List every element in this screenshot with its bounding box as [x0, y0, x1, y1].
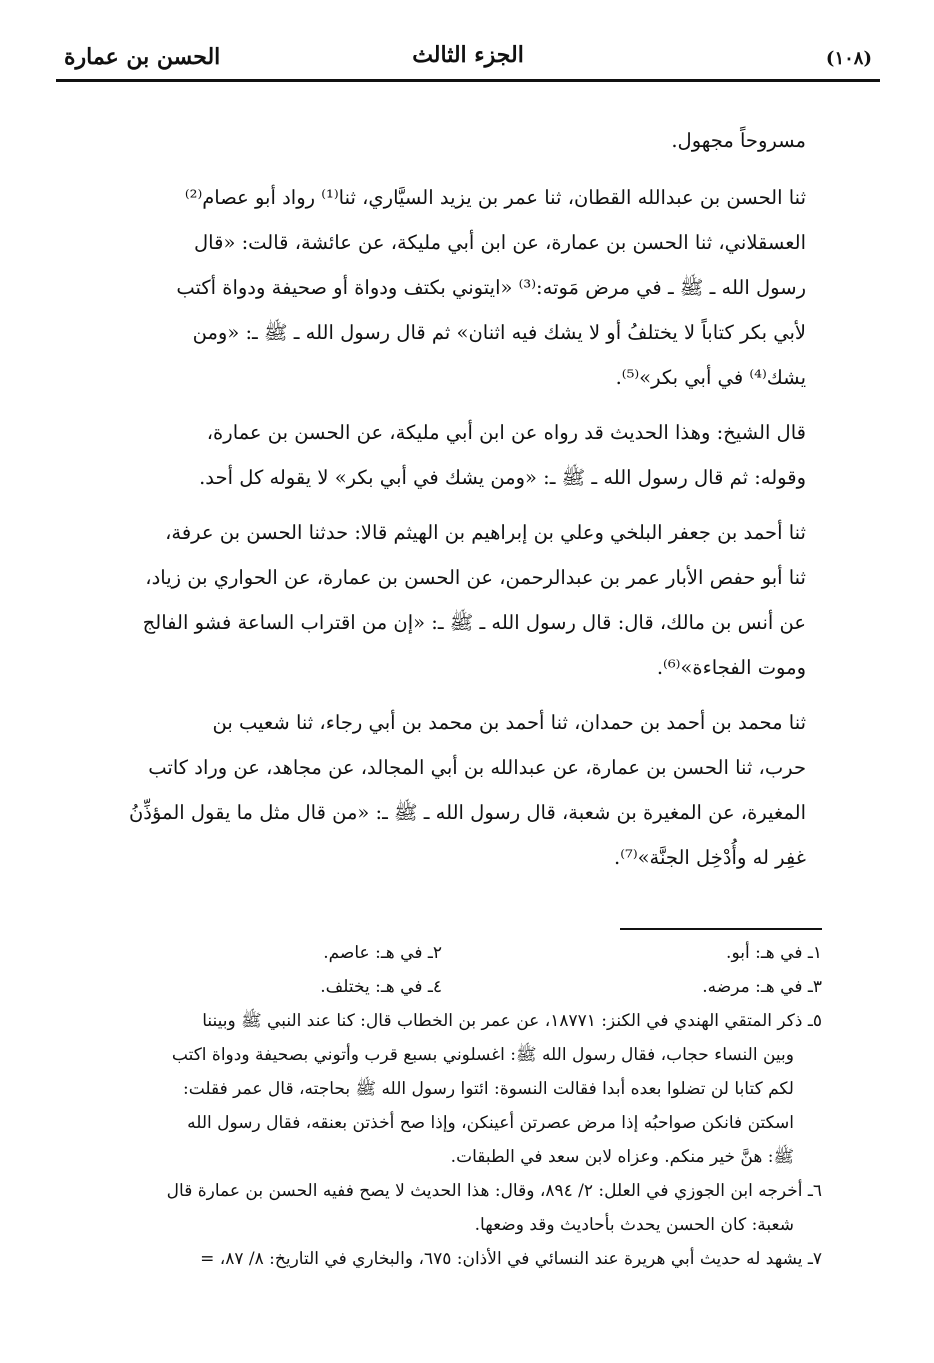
footnote-line: ٥ـ ذكر المتقي الهندي في الكنز: ١٨٧٧١، عن عمر بن الخطاب قال: كنا عند النبي ﷺ وبيننا	[202, 1011, 822, 1031]
text-line: حرب، ثنا الحسن بن عمارة، عن عبدالله بن أبي المجالد، عن مجاهد، عن وراد كاتب	[148, 756, 806, 779]
footnotes	[62, 936, 822, 1276]
text-line: غفِر له وأُدْخِل الجنَّة»⁽⁷⁾.	[614, 846, 806, 869]
footnote-4: ٤ـ في هـ: يختلف.	[320, 977, 442, 997]
text-line: ثنا الحسن بن عبدالله القطان، ثنا عمر بن يزيد السيَّاري، ثنا⁽¹⁾ رواد أبو عصام⁽²⁾	[184, 186, 806, 209]
footnote-line: ٦ـ أخرجه ابن الجوزي في العلل: ٢/ ٨٩٤، وقال: هذا الحديث لا يصح ففيه الحسن بن عمارة قال	[166, 1181, 822, 1201]
paragraph	[100, 510, 806, 690]
footnote-line: ﷺ: هنَّ خير منكم. وعزاه لابن سعد في الطبقات.	[450, 1147, 794, 1167]
footnote-6	[62, 1174, 822, 1242]
footnote-2: ٢ـ في هـ: عاصم.	[323, 943, 442, 963]
text-line: رسول الله ـ ﷺ ـ في مرض مَوته:⁽³⁾ «ايتوني بكتف ودواة أو صحيفة ودواة أكتب	[176, 276, 806, 299]
text-line: مسروحاً مجهول.	[671, 129, 806, 152]
footnote-1: ١ـ في هـ: أبو.	[726, 943, 822, 963]
footnote-line: شعبة: كان الحسن يحدث بأحاديث وقد وضعها.	[474, 1215, 794, 1235]
paragraph	[100, 118, 806, 163]
text-line: لأبي بكر كتاباً لا يختلفُ أو لا يشك فيه اثنان» ثم قال رسول الله ـ ﷺ ـ: «ومن	[192, 321, 806, 344]
header-rule	[56, 79, 880, 82]
text-line: وموت الفجاءة»⁽⁶⁾.	[656, 656, 806, 679]
text-line: يشك⁽⁴⁾ في أبي بكر»⁽⁵⁾.	[615, 366, 806, 389]
footnote-line: وبين النساء حجاب، فقال رسول الله ﷺ: اغسلوني بسبع قرب وأتوني بصحيفة ودواة اكتب	[171, 1045, 794, 1065]
entry-title: الحسن بن عمارة	[64, 44, 221, 70]
text-line: ثنا محمد بن أحمد بن حمدان، ثنا أحمد بن محمد بن أبي رجاء، ثنا شعيب بن	[212, 711, 806, 734]
text-line: المغيرة، عن المغيرة بن شعبة، قال رسول الله ـ ﷺ ـ: «من قال مثل ما يقول المؤذِّنُ	[128, 801, 806, 824]
paragraph	[100, 175, 806, 400]
text-line: ثنا أبو حفص الأبار عمر بن عبدالرحمن، عن الحسن بن عمارة، عن الحواري بن زياد،	[145, 566, 806, 589]
paragraph	[100, 700, 806, 880]
text-line: وقوله: ثم قال رسول الله ـ ﷺ ـ: «ومن يشك في أبي بكر» لا يقوله كل أحد.	[199, 466, 806, 489]
text-line: قال الشيخ: وهذا الحديث قد رواه عن ابن أبي مليكة، عن الحسن بن عمارة،	[206, 421, 806, 444]
footnote-5	[62, 1004, 822, 1174]
text-line: ثنا أحمد بن جعفر البلخي وعلي بن إبراهيم بن الهيثم قالا: حدثنا الحسن بن عرفة،	[165, 521, 806, 544]
text-line: العسقلاني، ثنا الحسن بن عمارة، عن ابن أبي مليكة، عن عائشة، قالت: «قال	[194, 231, 806, 254]
main-text	[100, 118, 806, 890]
text-line: عن أنس بن مالك، قال: قال رسول الله ـ ﷺ ـ: «إن من اقتراب الساعة فشو الفالج	[142, 611, 806, 634]
footnote-row	[62, 936, 822, 970]
footnote-line: لكم كتابا لن تضلوا بعده أبدا فقالت النسوة: ائتوا رسول الله ﷺ بحاجته، قال عمر فقلت:	[182, 1079, 794, 1099]
footnote-3: ٣ـ في هـ: مرضه.	[702, 977, 822, 997]
footnote-line: اسكتن فانكن صواحبُه إذا مرض عصرتن أعينكن، وإذا صح أخذتن بعنقه، فقال رسول الله	[187, 1113, 794, 1133]
page-number: (١٠٨)	[825, 48, 872, 69]
footnote-7	[62, 1242, 822, 1276]
footnote-line: ٧ـ يشهد له حديث أبي هريرة عند النسائي في الأذان: ٦٧٥، والبخاري في التاريخ: ٨/ ٨٧، =	[200, 1249, 822, 1269]
footnote-rule	[620, 928, 822, 930]
page-header	[56, 38, 880, 82]
part-title: الجزء الثالث	[412, 42, 524, 68]
footnote-row	[62, 970, 822, 1004]
paragraph	[100, 410, 806, 500]
